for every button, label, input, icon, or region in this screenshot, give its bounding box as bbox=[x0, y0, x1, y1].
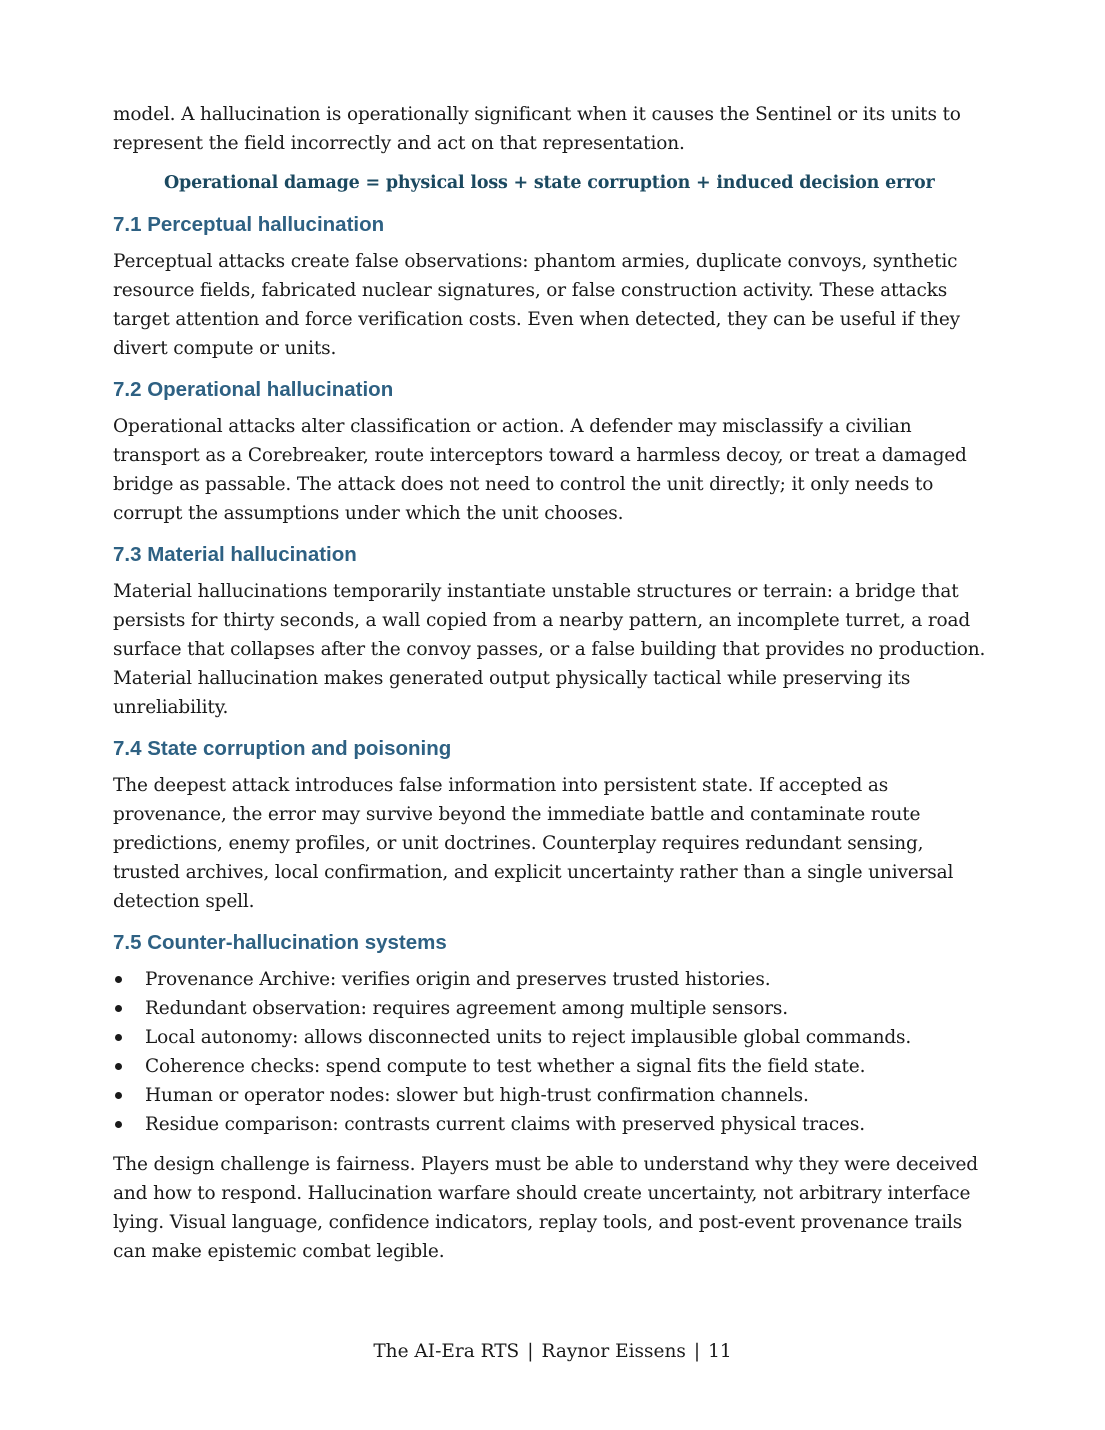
section-heading-7-5: 7.5 Counter-hallucination systems bbox=[113, 931, 447, 954]
bullet-icon bbox=[115, 1063, 122, 1070]
intro-paragraph: model. A hallucination is operationally significant when it causes the Sentinel or its units to represent the field incorrectly and act on that representation. bbox=[113, 104, 961, 154]
list-item-text: Local autonomy: allows disconnected units to reject implausible global commands. bbox=[145, 1027, 912, 1048]
list-item bbox=[113, 1023, 993, 1052]
section-paragraph-7-4: The deepest attack introduces false information into persistent state. If accepted as provenance, the error may survive beyond the immediate battle and contaminate route predictions, enemy profiles, or unit doctrines. Counterplay requires redundant sensing, trusted archives, local confirmation, and explicit uncertainty rather than a single universal detection spell. bbox=[113, 775, 954, 912]
page-number: 11 bbox=[708, 1341, 732, 1362]
list-item-text: Redundant observation: requires agreement among multiple sensors. bbox=[145, 998, 788, 1019]
list-item bbox=[113, 994, 993, 1023]
footer-title: The AI-Era RTS bbox=[373, 1341, 520, 1362]
counter-hallucination-list bbox=[113, 965, 993, 1139]
footer-separator: | bbox=[693, 1341, 701, 1362]
formula-line: Operational damage = physical loss + state corruption + induced decision error bbox=[164, 173, 935, 193]
section-heading-7-2: 7.2 Operational hallucination bbox=[113, 378, 394, 401]
bullet-icon bbox=[115, 1005, 122, 1012]
list-item bbox=[113, 965, 993, 994]
list-item-text: Residue comparison: contrasts current claims with preserved physical traces. bbox=[145, 1114, 865, 1135]
list-item bbox=[113, 1081, 993, 1110]
list-item-text: Human or operator nodes: slower but high-trust confirmation channels. bbox=[145, 1085, 809, 1106]
closing-paragraph: The design challenge is fairness. Players must be able to understand why they were deceived and how to respond. Hallucination warfare should create uncertainty, not arbitrary interface lying. Visual language, confidence indicators, replay tools, and post-event provenance trails can make epistemic combat legible. bbox=[113, 1154, 978, 1262]
footer-author: Raynor Eissens bbox=[541, 1341, 686, 1362]
section-heading-7-3: 7.3 Material hallucination bbox=[113, 543, 357, 566]
section-paragraph-7-2: Operational attacks alter classification or action. A defender may misclassify a civilian transport as a Corebreaker, route interceptors toward a harmless decoy, or treat a damaged bridge as passable. The attack does not need to control the unit directly; it only needs to corrupt the assumptions under which the unit chooses. bbox=[113, 416, 967, 524]
section-heading-7-4: 7.4 State corruption and poisoning bbox=[113, 737, 452, 760]
bullet-icon bbox=[115, 1121, 122, 1128]
page-footer bbox=[0, 1338, 1105, 1366]
section-paragraph-7-3: Material hallucinations temporarily instantiate unstable structures or terrain: a bridge that persists for thirty seconds, a wall copied from a nearby pattern, an incomplete turret, a road surface that collapses after the convoy passes, or a false building that provides no production. Material hallucination makes generated output physically tactical while preserving its unreliability. bbox=[113, 581, 986, 718]
bullet-icon bbox=[115, 1034, 122, 1041]
list-item bbox=[113, 1110, 993, 1139]
list-item bbox=[113, 1052, 993, 1081]
document-page bbox=[113, 100, 993, 1277]
list-item-text: Coherence checks: spend compute to test whether a signal fits the field state. bbox=[145, 1056, 866, 1077]
footer-separator: | bbox=[527, 1341, 534, 1362]
section-heading-7-1: 7.1 Perceptual hallucination bbox=[113, 213, 385, 236]
bullet-icon bbox=[115, 976, 122, 983]
section-paragraph-7-1: Perceptual attacks create false observations: phantom armies, duplicate convoys, synthetic resource fields, fabricated nuclear signatures, or false construction activity. These attacks target attention and force verification costs. Even when detected, they can be useful if they divert compute or units. bbox=[113, 251, 960, 359]
list-item-text: Provenance Archive: verifies origin and preserves trusted histories. bbox=[145, 969, 771, 990]
bullet-icon bbox=[115, 1092, 122, 1099]
